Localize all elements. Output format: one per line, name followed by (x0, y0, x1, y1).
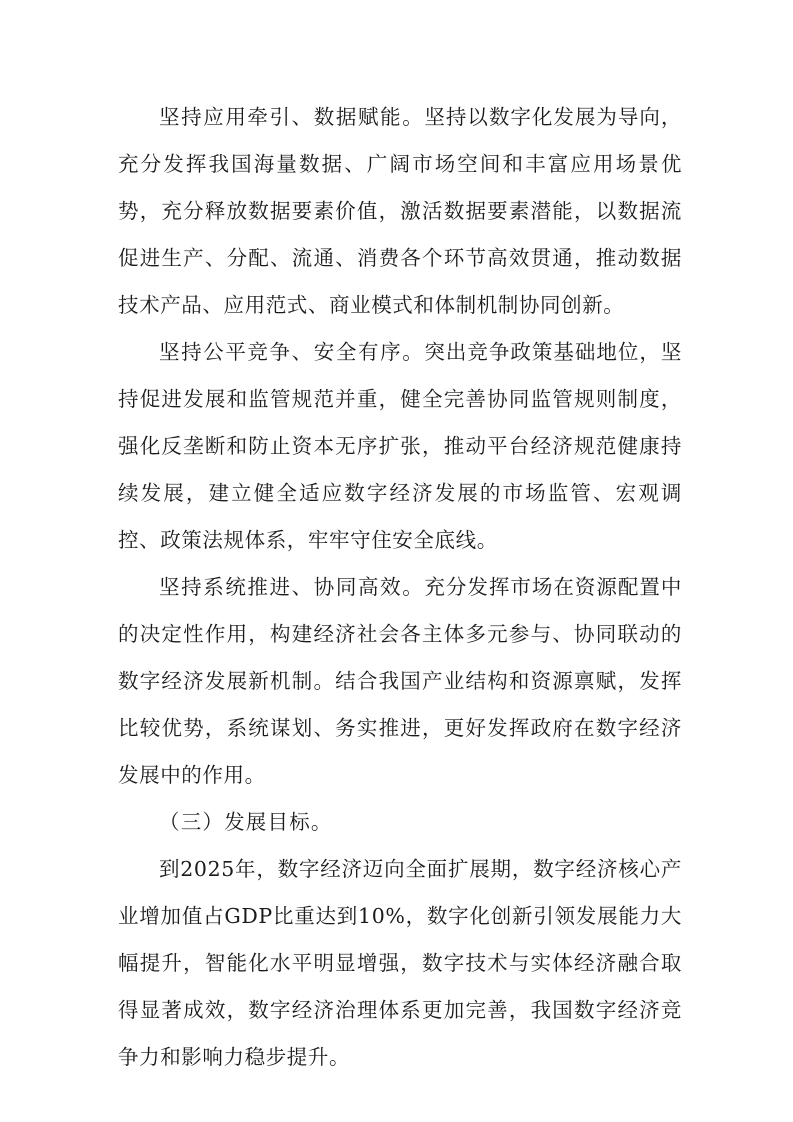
principle-paragraph-system (118, 564, 682, 799)
goal-paragraph: 到2025年，数字经济迈向全面扩展期，数字经济核心产业增加值占GDP比重达到10%，数字化创新引领发展能力大幅提升，智能化水平明显增强，数字技术与实体经济融合取得显著成效，数字经济治理体系更加完善，我国数字经济竞争力和影响力稳步提升。 (118, 857, 682, 1069)
document-body (118, 94, 682, 1081)
principle-body-system: 充分发挥市场在资源配置中的决定性作用，构建经济社会各主体多元参与、协同联动的数字经济发展新机制。结合我国产业结构和资源禀赋，发挥比较优势，系统谋划、务实推进，更好发挥政府在数字经济发展中的作用。 (118, 575, 683, 787)
principle-lead-system: 坚持系统推进、协同高效。 (159, 575, 425, 599)
principle-lead-application: 坚持应用牵引、数据赋能。 (159, 105, 425, 129)
principle-paragraph-competition (118, 329, 682, 564)
principle-body-application: 坚持以数字化发展为导向，充分发挥我国海量数据、广阔市场空间和丰富应用场景优势，充分释放数据要素价值，激活数据要素潜能，以数据流促进生产、分配、流通、消费各个环节高效贯通，推动数据技术产品、应用范式、商业模式和体制机制协同创新。 (118, 105, 683, 317)
principle-lead-competition: 坚持公平竞争、安全有序。 (159, 340, 425, 364)
principle-body-competition: 突出竞争政策基础地位，坚持促进发展和监管规范并重，健全完善协同监管规则制度，强化反垄断和防止资本无序扩张，推动平台经济规范健康持续发展，建立健全适应数字经济发展的市场监管、宏观调控、政策法规体系，牢牢守住安全底线。 (118, 340, 683, 552)
section-heading-goals: （三）发展目标。 (159, 810, 333, 834)
principle-paragraph-application (118, 94, 682, 329)
